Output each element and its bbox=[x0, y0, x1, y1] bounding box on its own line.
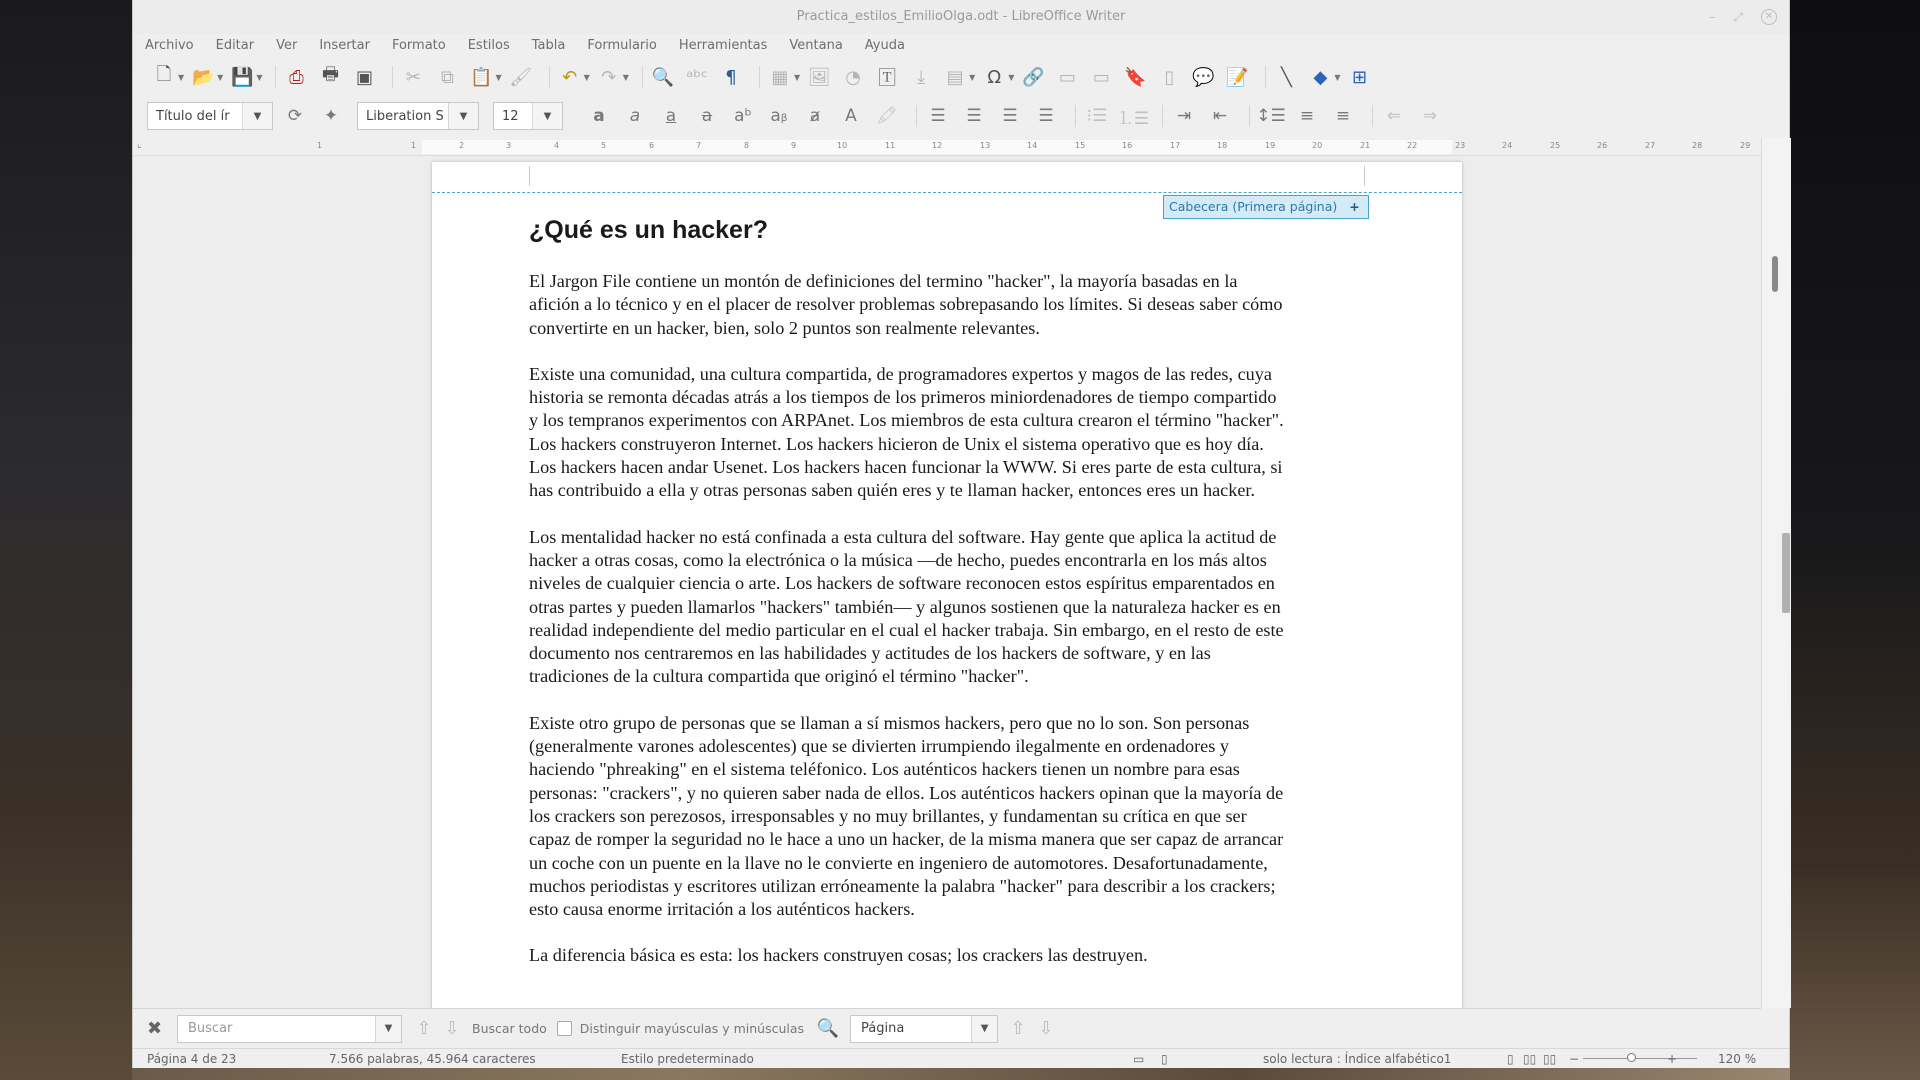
find-next-icon[interactable]: ⇩ bbox=[444, 1018, 460, 1039]
paragraph[interactable]: Existe una comunidad, una cultura compartida, de programadores expertos y magos de las redes, cuya historia se remonta décadas atrás a los tiempos de los primeros miniordenadores de tiempo compartido y los tempranos experimentos con ARPAnet. Los miembros de esta cultura crearon el término "hacker". Los hackers construyeron Internet. Los hackers hicieron de Unix el sistema operativo que es hoy día. Los hackers hacen andar Usenet. Los hackers hacen funcionar la WWW. Si eres parte de esta cultura, si has contribuido a ella y otras personas saben quién eres y te llaman hacker, entonces eres un hacker. bbox=[529, 363, 1284, 501]
toolbar-separator bbox=[759, 66, 760, 88]
clear-formatting-icon[interactable]: ⱥ bbox=[809, 106, 821, 126]
bold-icon[interactable]: a bbox=[593, 106, 605, 126]
sidebar-handle[interactable] bbox=[1782, 533, 1790, 613]
ruler-tick: 9 bbox=[791, 141, 797, 150]
toolbar-separator bbox=[916, 105, 917, 127]
ruler-tick: 1 bbox=[411, 141, 417, 150]
insert-endnote-icon[interactable]: ▭ bbox=[1092, 66, 1110, 88]
window-title: Practica_estilos_EmilioOlga.odt - LibreOffice Writer bbox=[796, 9, 1126, 24]
page-style[interactable]: Estilo predeterminado bbox=[621, 1052, 754, 1066]
align-center-icon[interactable]: ☰ bbox=[966, 106, 982, 126]
selection-mode-icon[interactable]: ▭ bbox=[1133, 1052, 1145, 1066]
horizontal-ruler[interactable] bbox=[133, 138, 1761, 156]
close-window-icon[interactable]: ✕ bbox=[1761, 9, 1777, 25]
ruler-tick: 17 bbox=[1170, 141, 1181, 150]
ruler-tick: 5 bbox=[601, 141, 607, 150]
insert-page-break-icon[interactable]: ⤓ bbox=[917, 66, 926, 88]
special-char-dropdown-icon[interactable]: ▼ bbox=[1008, 72, 1015, 82]
numbered-list-icon[interactable]: ⒈☰ bbox=[1116, 108, 1150, 129]
ruler-tick: 6 bbox=[649, 141, 655, 150]
ruler-tick: 18 bbox=[1217, 141, 1228, 150]
search-placeholder: Buscar bbox=[188, 1021, 233, 1036]
special-character-icon[interactable]: Ω bbox=[987, 66, 1002, 88]
zoom-slider-track[interactable] bbox=[1583, 1058, 1697, 1059]
chevron-down-icon[interactable]: ▼ bbox=[448, 103, 478, 129]
match-case-label[interactable]: Distinguir mayúsculas y minúsculas bbox=[579, 1021, 805, 1036]
search-by-combo[interactable] bbox=[850, 1015, 998, 1043]
chevron-down-icon[interactable]: ▼ bbox=[375, 1016, 401, 1042]
ruler-tick: 12 bbox=[932, 141, 943, 150]
copy-icon[interactable]: ⧉ bbox=[441, 66, 454, 88]
desktop-background-right bbox=[1790, 0, 1920, 1080]
word-count[interactable]: 7.566 palabras, 45.964 caracteres bbox=[329, 1052, 536, 1066]
read-only-status: solo lectura : Índice alfabético1 bbox=[1263, 1052, 1452, 1066]
menu-archivo[interactable]: Archivo bbox=[145, 37, 194, 53]
print-preview-icon[interactable]: ▣ bbox=[355, 66, 373, 88]
bullet-list-icon[interactable]: ⁝☰ bbox=[1086, 106, 1108, 126]
toolbar-separator bbox=[642, 66, 643, 88]
paragraph[interactable]: Existe otro grupo de personas que se llaman a sí mismos hackers, pero que no lo son. Son personas (generalmente varones adolescentes) que se divierten irrumpiendo ilegalmente en ordenadores y haciendo "phreaking" en el sistema teléfonico. Los auténticos hackers tienen un nombre para esas personas: "crackers", y no quieren saber nada de ellos. Los auténticos hackers opinan que la mayoría de los crackers son perezosos, irresponsables y no muy brillantes, y fundamentan su crítica en que ser capaz de romper la seguridad no le hace a uno un hacker, de la misma manera que ser capaz de arrancar un coche con un puente en la llave no le convierte en ingeniero de automotores. Desafortunadamente, muchos periodistas y escritores utilizan erróneamente la palabra "hacker" para describir a los crackers; esto causa enorme irritación a los auténticos hackers. bbox=[529, 712, 1284, 920]
single-page-view-icon[interactable]: ▯ bbox=[1507, 1052, 1514, 1066]
book-view-icon[interactable]: ▯▯ bbox=[1543, 1052, 1557, 1066]
align-right-icon[interactable]: ☰ bbox=[1002, 106, 1018, 126]
toolbar-separator bbox=[1075, 105, 1076, 127]
add-header-icon[interactable]: + bbox=[1349, 199, 1360, 214]
ruler-tick: 1 bbox=[317, 141, 323, 150]
multi-page-view-icon[interactable]: ▯▯ bbox=[1523, 1052, 1537, 1066]
close-find-icon[interactable]: ✖ bbox=[147, 1018, 163, 1039]
ruler-tick: 7 bbox=[696, 141, 702, 150]
search-input[interactable] bbox=[177, 1015, 402, 1043]
new-style-icon[interactable]: ✦ bbox=[323, 106, 339, 126]
paragraph[interactable]: La diferencia básica es esta: los hackers construyen cosas; los crackers las destruyen. bbox=[529, 945, 1148, 966]
ruler-tick: 28 bbox=[1692, 141, 1703, 150]
search-by-value: Página bbox=[861, 1021, 905, 1036]
decrease-indent-icon[interactable]: ⇤ bbox=[1212, 106, 1228, 126]
ruler-tick: 15 bbox=[1075, 141, 1086, 150]
font-size-value: 12 bbox=[502, 108, 519, 124]
insert-textbox-icon[interactable]: 🅃 bbox=[878, 68, 897, 89]
insert-line-icon[interactable]: ╲ bbox=[1280, 66, 1292, 88]
toolbar-separator bbox=[1372, 105, 1373, 127]
header-boundary-line bbox=[432, 192, 1462, 193]
find-replace-icon[interactable]: 🔍 bbox=[651, 66, 675, 88]
print-icon[interactable]: 🖶 bbox=[321, 64, 339, 85]
insert-footnote-icon[interactable]: ▭ bbox=[1058, 66, 1076, 88]
decrease-paragraph-spacing-icon[interactable]: ≡ bbox=[1335, 106, 1351, 126]
cut-icon[interactable]: ✂ bbox=[405, 66, 422, 88]
text-boundary-corner bbox=[529, 166, 530, 186]
justify-icon[interactable]: ☰ bbox=[1038, 106, 1054, 126]
superscript-icon[interactable]: aᵇ bbox=[734, 106, 752, 126]
scrollbar-thumb[interactable] bbox=[1772, 256, 1778, 292]
ruler-tick: 25 bbox=[1550, 141, 1561, 150]
ruler-tick: 14 bbox=[1027, 141, 1038, 150]
chevron-down-icon[interactable]: ▼ bbox=[242, 103, 272, 129]
paragraph-style-value: Título del ír bbox=[156, 108, 230, 124]
clone-formatting-icon[interactable]: 🖌 bbox=[509, 66, 533, 88]
font-size-combo[interactable] bbox=[493, 102, 563, 130]
insert-field-icon[interactable]: ▤ bbox=[946, 66, 964, 88]
field-dropdown-icon[interactable]: ▼ bbox=[969, 72, 976, 82]
chevron-down-icon[interactable]: ▼ bbox=[532, 103, 562, 129]
writer-window bbox=[132, 0, 1790, 1068]
menu-ayuda[interactable]: Ayuda bbox=[864, 37, 905, 53]
formatting-toolbar bbox=[133, 98, 1789, 134]
basic-shapes-icon[interactable]: ◆ bbox=[1313, 66, 1328, 88]
insert-chart-icon[interactable]: ◔ bbox=[845, 66, 861, 88]
shapes-dropdown-icon[interactable]: ▼ bbox=[1334, 72, 1341, 82]
highlight-color-icon[interactable]: 🖍 bbox=[876, 106, 898, 126]
menu-herramientas[interactable]: Herramientas bbox=[678, 37, 768, 53]
toolbar-separator bbox=[392, 66, 393, 88]
ruler-tick: 21 bbox=[1360, 141, 1371, 150]
navigate-down-icon[interactable]: ⇩ bbox=[1038, 1018, 1054, 1039]
paragraph[interactable]: El Jargon File contiene un montón de definiciones del termino "hacker", la mayoría basadas en la afición a lo técnico y en el placer de resolver problemas sobrepasando los límites. Si deseas saber cómo convertirte en un hacker, bien, solo 2 puntos son realmente relevantes. bbox=[529, 271, 1283, 338]
increase-indent-icon[interactable]: ⇥ bbox=[1176, 106, 1192, 126]
match-case-checkbox[interactable] bbox=[557, 1021, 572, 1036]
menu-estilos[interactable]: Estilos bbox=[467, 37, 510, 53]
strikethrough-icon[interactable]: a bbox=[701, 106, 713, 126]
font-name-value: Liberation S bbox=[366, 108, 444, 124]
menu-editar[interactable]: Editar bbox=[215, 37, 255, 53]
align-left-icon[interactable]: ☰ bbox=[930, 106, 946, 126]
standard-toolbar bbox=[133, 58, 1789, 96]
spelling-icon[interactable]: ᵃᵇᶜ bbox=[686, 66, 708, 88]
zoom-slider-handle[interactable] bbox=[1627, 1053, 1636, 1062]
ruler-tick: 23 bbox=[1455, 141, 1466, 150]
italic-icon[interactable]: a bbox=[629, 106, 641, 126]
ruler-tick: 29 bbox=[1740, 141, 1751, 150]
document-area[interactable] bbox=[133, 156, 1761, 1008]
window-controls bbox=[1709, 0, 1777, 34]
table-dropdown-icon[interactable]: ▼ bbox=[793, 72, 801, 82]
font-color-icon[interactable]: A bbox=[845, 106, 857, 126]
toolbar-separator bbox=[1162, 105, 1163, 127]
track-changes-icon[interactable]: 📝 bbox=[1226, 66, 1249, 88]
toolbar-separator bbox=[1249, 105, 1250, 127]
paste-dropdown-icon[interactable]: ▼ bbox=[495, 72, 502, 82]
menu-insertar[interactable]: Insertar bbox=[319, 37, 370, 53]
document-heading[interactable]: ¿Qué es un hacker? bbox=[529, 216, 768, 244]
minimize-icon[interactable]: – bbox=[1709, 10, 1716, 24]
ruler-tick: 16 bbox=[1122, 141, 1133, 150]
menu-tabla[interactable]: Tabla bbox=[531, 37, 566, 53]
ruler-tick: 26 bbox=[1597, 141, 1608, 150]
ruler-tick: 10 bbox=[837, 141, 848, 150]
ruler-tick: 2 bbox=[459, 141, 465, 150]
find-all-button[interactable]: Buscar todo bbox=[472, 1021, 547, 1036]
left-to-right-icon[interactable]: ⇐ bbox=[1386, 106, 1402, 126]
redo-dropdown-icon[interactable]: ▼ bbox=[622, 72, 629, 82]
header-tag-label: Cabecera (Primera página) bbox=[1169, 199, 1338, 214]
tab-stop-icon[interactable]: ⌞ bbox=[137, 139, 142, 150]
find-previous-icon[interactable]: ⇧ bbox=[416, 1018, 432, 1039]
ruler-tick: 19 bbox=[1265, 141, 1276, 150]
increase-paragraph-spacing-icon[interactable]: ≡ bbox=[1299, 106, 1315, 126]
menu-formulario[interactable]: Formulario bbox=[587, 37, 657, 53]
title-bar bbox=[133, 0, 1789, 34]
insert-image-icon[interactable]: 🖼 bbox=[807, 66, 831, 88]
insert-bookmark-icon[interactable]: 🔖 bbox=[1124, 66, 1147, 88]
show-draw-functions-icon[interactable]: ⊞ bbox=[1352, 66, 1368, 88]
document-body[interactable] bbox=[529, 214, 1369, 991]
toolbar-separator bbox=[275, 66, 276, 88]
find-toolbar bbox=[133, 1008, 1761, 1048]
zoom-in-icon[interactable]: + bbox=[1667, 1052, 1678, 1066]
subscript-icon[interactable]: aᵦ bbox=[770, 106, 788, 126]
status-bar bbox=[133, 1048, 1789, 1068]
ruler-tick: 13 bbox=[980, 141, 991, 150]
paste-icon[interactable]: 📋 bbox=[470, 66, 493, 88]
save-icon[interactable]: 💾 bbox=[231, 66, 254, 88]
text-boundary-corner bbox=[1364, 166, 1365, 186]
font-name-combo[interactable] bbox=[357, 102, 479, 130]
redo-icon[interactable]: ↷ bbox=[601, 66, 617, 88]
update-style-icon[interactable]: ⟳ bbox=[287, 106, 303, 126]
ruler-tick: 24 bbox=[1502, 141, 1513, 150]
zoom-level[interactable]: 120 % bbox=[1718, 1052, 1757, 1066]
find-replace-icon[interactable]: 🔍 bbox=[816, 1018, 840, 1039]
paragraph-style-combo[interactable] bbox=[147, 102, 273, 130]
formatting-marks-icon[interactable]: ¶ bbox=[725, 66, 737, 88]
maximize-icon[interactable]: ⤢ bbox=[1733, 10, 1743, 24]
undo-icon[interactable]: ↶ bbox=[562, 66, 578, 88]
ruler-tick: 27 bbox=[1645, 141, 1656, 150]
toolbar-separator bbox=[1265, 66, 1266, 88]
new-dropdown-icon[interactable]: ▼ bbox=[178, 72, 185, 82]
ruler-tick: 20 bbox=[1312, 141, 1323, 150]
menu-formato[interactable]: Formato bbox=[391, 37, 446, 53]
insert-comment-icon[interactable]: 💬 bbox=[1192, 66, 1215, 88]
underline-icon[interactable]: a bbox=[665, 106, 677, 126]
ruler-tick: 22 bbox=[1407, 141, 1418, 150]
right-to-left-icon[interactable]: ⇒ bbox=[1422, 106, 1438, 126]
open-folder-icon[interactable]: 📂 bbox=[191, 66, 215, 88]
document-modified-icon[interactable]: ▯ bbox=[1161, 1052, 1168, 1066]
export-pdf-icon[interactable]: ⎙ bbox=[289, 66, 304, 88]
toolbar-separator bbox=[549, 66, 550, 88]
zoom-out-icon[interactable]: − bbox=[1569, 1052, 1580, 1066]
new-document-icon[interactable]: 🗋 bbox=[156, 64, 172, 85]
save-dropdown-icon[interactable]: ▼ bbox=[256, 72, 263, 82]
ruler-tick: 3 bbox=[506, 141, 512, 150]
desktop-background-bottom bbox=[132, 1068, 1790, 1080]
chevron-down-icon[interactable]: ▼ bbox=[971, 1016, 997, 1042]
line-spacing-icon[interactable]: ↕☰ bbox=[1256, 106, 1286, 126]
document-page[interactable] bbox=[432, 162, 1462, 1008]
menu-bar bbox=[133, 34, 1789, 56]
desktop-background-left bbox=[0, 0, 132, 1080]
navigate-up-icon[interactable]: ⇧ bbox=[1010, 1018, 1026, 1039]
ruler-tick: 8 bbox=[744, 141, 750, 150]
paragraph[interactable]: Los mentalidad hacker no está confinada a esta cultura del software. Hay gente que aplica la actitud de hacker a otras cosas, como la electrónica o la música —de hecho, puedes encontrarla en los más altos niveles de cualquier ciencia o arte. Los hackers de software reconocen estos espíritus emparentados en otras partes y pueden llamarlos "hackers" también— y algunos sostienen que la naturaleza hacker es en realidad independiente del medio particular en el cual el hacker trabaja. Sin embargo, en el resto de este documento nos centraremos en las habilidades y actitudes de los hackers de software, y en las tradiciones de la cultura compartida que originó el término "hacker". bbox=[529, 526, 1284, 687]
menu-ver[interactable]: Ver bbox=[276, 37, 298, 53]
undo-dropdown-icon[interactable]: ▼ bbox=[583, 72, 590, 82]
menu-ventana[interactable]: Ventana bbox=[789, 37, 843, 53]
open-dropdown-icon[interactable]: ▼ bbox=[217, 72, 224, 82]
ruler-tick: 4 bbox=[554, 141, 560, 150]
insert-table-icon[interactable]: ▦ bbox=[771, 66, 789, 88]
vertical-scrollbar[interactable] bbox=[1761, 138, 1791, 1008]
insert-cross-reference-icon[interactable]: ▯ bbox=[1164, 66, 1175, 88]
ruler-tick: 11 bbox=[885, 141, 896, 150]
insert-hyperlink-icon[interactable]: 🔗 bbox=[1022, 66, 1045, 88]
page-count[interactable]: Página 4 de 23 bbox=[147, 1052, 237, 1066]
